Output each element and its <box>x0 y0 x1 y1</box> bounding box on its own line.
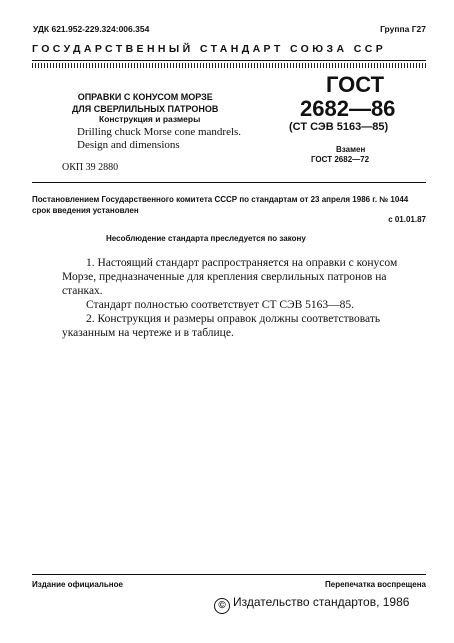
body-text <box>62 256 427 340</box>
title-line-2: ДЛЯ СВЕРЛИЛЬНЫХ ПАТРОНОВ <box>72 104 219 114</box>
gost-label: ГОСТ <box>326 72 385 97</box>
replaces-label: Взамен <box>336 145 366 154</box>
decree-text: Постановлением Государственного комитета СССР по стандартам от 23 апреля 1986 г. № 1044 срок введения установлен <box>32 195 409 215</box>
header-hatch-band <box>32 63 426 68</box>
document-title-en <box>77 126 241 152</box>
section-rule <box>32 182 426 183</box>
udk-code: УДК 621.952-229.324:006.354 <box>33 24 150 34</box>
footer-rule <box>32 574 426 575</box>
group-code: Группа Г27 <box>380 24 426 34</box>
copyright-line <box>214 595 409 614</box>
paragraph-2: Стандарт полностью соответствует СТ СЭВ 5163—85. <box>86 299 355 311</box>
gost-number: 2682—86 <box>300 96 396 121</box>
replaces-value: ГОСТ 2682—72 <box>311 155 370 164</box>
paragraph-1: 1. Настоящий стандарт распространяется на оправки с конусом Морзе, предназначенные для крепления сверлильных патронов на станках. <box>62 257 398 297</box>
document-subtitle-ru: Конструкция и размеры <box>99 114 201 124</box>
document-title-ru <box>72 91 218 115</box>
law-notice: Несоблюдение стандарта преследуется по закону <box>106 234 306 243</box>
header-rule <box>32 60 426 61</box>
st-sev-reference: (СТ СЭВ 5163—85) <box>289 121 389 133</box>
official-edition-label: Издание официальное <box>32 580 123 589</box>
publisher-text: Издательство стандартов, 1986 <box>233 595 410 609</box>
title-line-1: ОПРАВКИ С КОНУСОМ МОРЗЕ <box>77 92 213 102</box>
title-en-line-2: Design and dimensions <box>77 139 180 151</box>
reprint-notice: Перепечатка воспрещена <box>325 580 426 589</box>
paragraph-3: 2. Конструкция и размеры оправок должны соответствовать указанным на чертеже и в таблице. <box>62 313 381 339</box>
copyright-icon: © <box>214 598 230 614</box>
okp-code: ОКП 39 2880 <box>62 162 119 173</box>
title-en-line-1: Drilling chuck Morse cone mandrels. <box>77 126 242 138</box>
effective-date: с 01.01.87 <box>388 215 426 224</box>
state-standard-heading: ГОСУДАРСТВЕННЫЙ СТАНДАРТ СОЮЗА ССР <box>32 43 387 55</box>
